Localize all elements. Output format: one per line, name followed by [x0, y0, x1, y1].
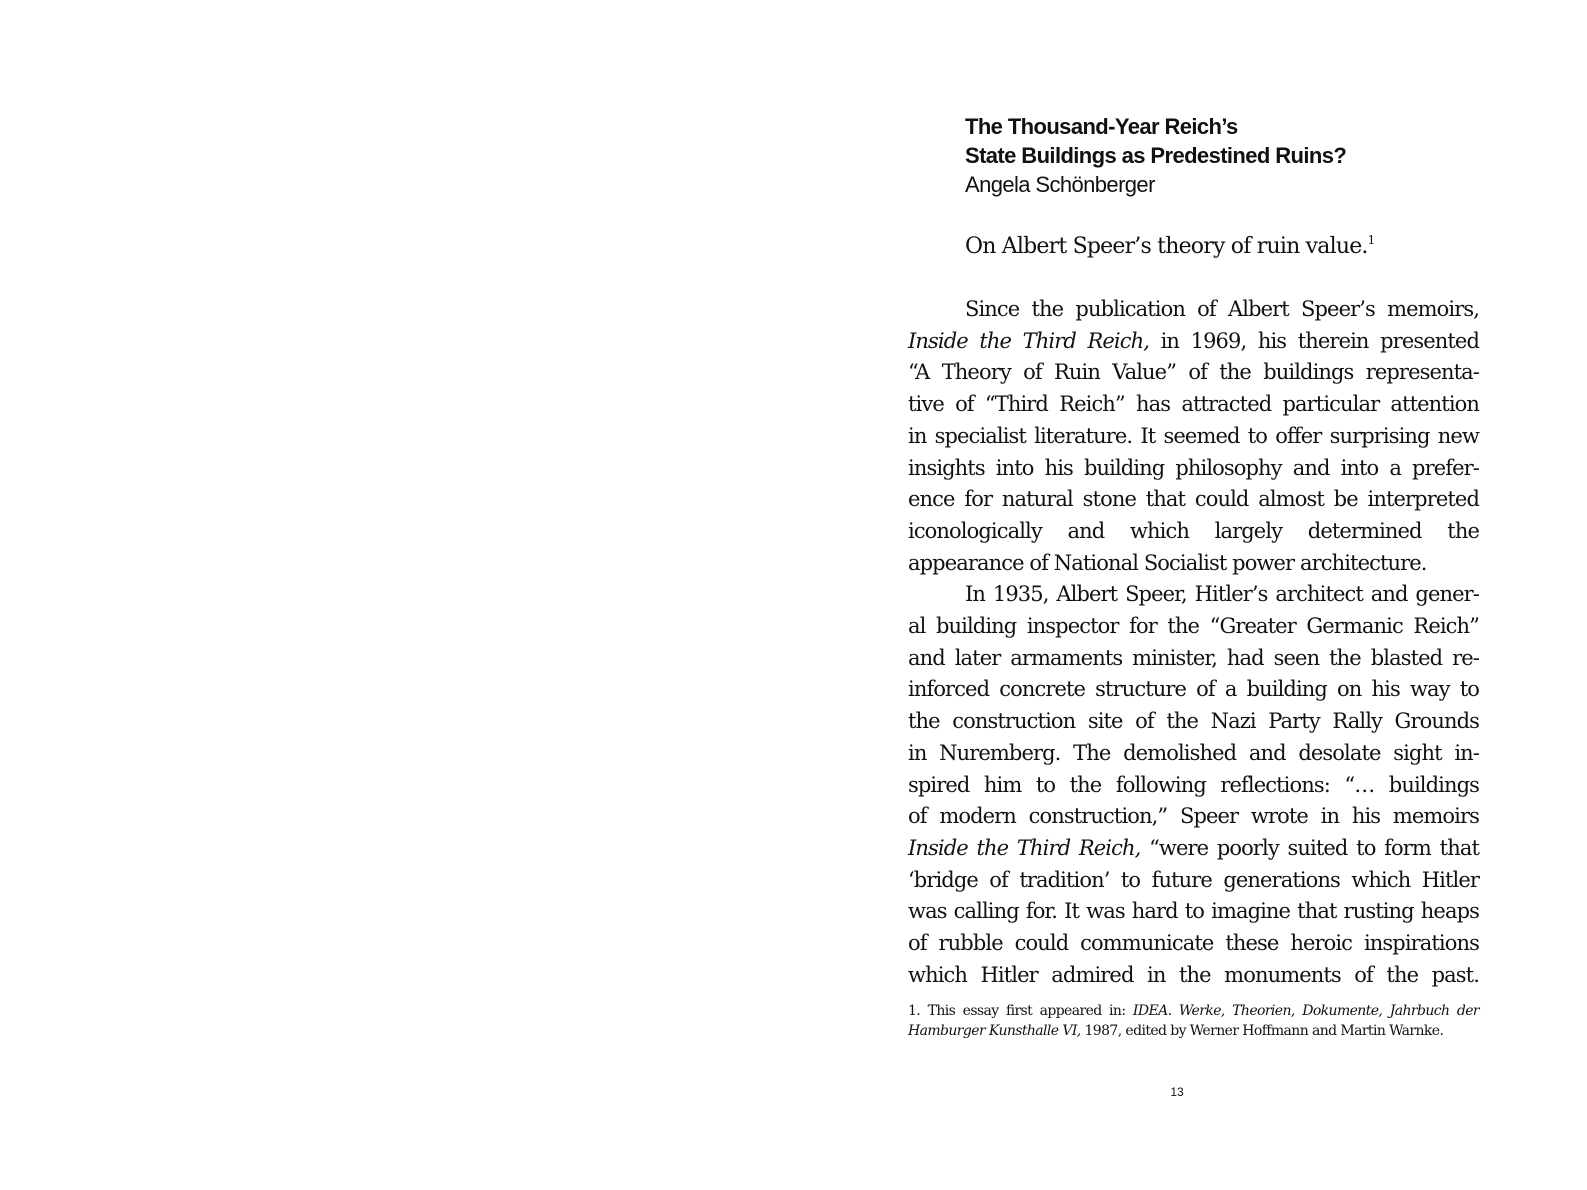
- book-title-italic: Inside the Third Reich,: [908, 328, 1149, 353]
- body-text: [908, 294, 1479, 991]
- book-title-italic: Inside the Third Reich,: [908, 835, 1141, 860]
- body-line: insights into his building philosophy and into a prefer-: [908, 455, 1479, 480]
- footnote-italic: Hamburger Kunsthalle VI,: [908, 1022, 1081, 1039]
- body-line: the construction site of the Nazi Party Rally Grounds: [908, 709, 1479, 734]
- body-line: in specialist literature. It seemed to offer surprising new: [908, 423, 1479, 448]
- body-line: which Hitler admired in the monuments of the past.: [908, 962, 1479, 987]
- body-line: Inside the Third Reich, in 1969, his therein presented: [908, 328, 1479, 353]
- body-line: ‘bridge of tradition’ to future generations which Hitler: [908, 867, 1479, 892]
- body-line: inforced concrete structure of a building on his way to: [908, 677, 1479, 702]
- body-line: tive of “Third Reich” has attracted particular attention: [908, 392, 1479, 417]
- body-line: “A Theory of Ruin Value” of the buildings representa-: [908, 360, 1479, 385]
- body-line: appearance of National Socialist power architecture.: [908, 550, 1427, 575]
- body-line: was calling for. It was hard to imagine that rusting heaps: [908, 899, 1479, 924]
- left-page-blank: [0, 0, 793, 1190]
- body-line: Inside the Third Reich, “were poorly suited to form that: [908, 835, 1479, 860]
- body-line: of modern construction,” Speer wrote in his memoirs: [908, 804, 1479, 829]
- body-line: ence for natural stone that could almost be interpreted: [908, 487, 1479, 512]
- page-number: 13: [1170, 1085, 1184, 1099]
- footnote-marker: 1: [1367, 233, 1375, 247]
- body-line: iconologically and which largely determined the: [908, 518, 1479, 543]
- body-line: In 1935, Albert Speer, Hitler’s architect and gener-: [965, 582, 1479, 607]
- author-name: Angela Schönberger: [965, 172, 1155, 197]
- body-line: al building inspector for the “Greater Germanic Reich”: [908, 614, 1479, 639]
- body-line: Since the publication of Albert Speer’s memoirs,: [965, 297, 1479, 321]
- lede-paragraph: [965, 232, 1525, 262]
- body-line: of rubble could communicate these heroic inspirations: [908, 931, 1479, 956]
- article-heading: [965, 112, 1525, 199]
- footnote-line: Hamburger Kunsthalle VI, 1987, edited by Werner Hoffmann and Martin Warnke.: [908, 1022, 1444, 1039]
- body-line: in Nuremberg. The demolished and desolate sight in-: [908, 740, 1479, 765]
- lede-text: On Albert Speer’s theory of ruin value.: [965, 234, 1368, 259]
- right-page: [793, 0, 1587, 1190]
- footnote-line: 1. This essay first appeared in: IDEA. Werke, Theorien, Dokumente, Jahrbuch der: [908, 1003, 1479, 1019]
- body-line: spired him to the following reflections: “… buildings: [908, 772, 1479, 797]
- footnote-italic: IDEA: [1132, 1003, 1168, 1019]
- title-line-1: The Thousand-Year Reich’s: [965, 114, 1238, 139]
- body-line: and later armaments minister, had seen the blasted re-: [908, 645, 1479, 670]
- footnote: [908, 1002, 1479, 1041]
- footnote-italic: Werke, Theorien, Dokumente, Jahrbuch der: [1178, 1003, 1479, 1019]
- title-line-2: State Buildings as Predestined Ruins?: [965, 143, 1347, 168]
